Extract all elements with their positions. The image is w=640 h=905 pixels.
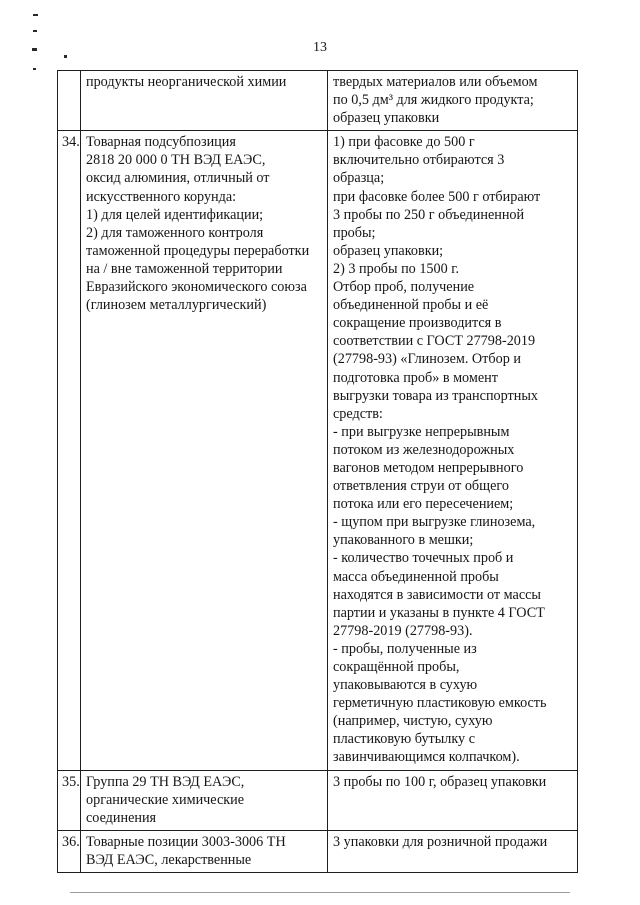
scan-artifact-mark [32,48,37,51]
goods-description-line: 2818 20 000 0 ТН ВЭД ЕАЭС, [86,152,266,169]
sampling-requirements-table [57,70,578,873]
sampling-requirement-line: (например, чистую, сухую [333,713,493,730]
sampling-requirement-line: упакованного в мешки; [333,532,474,549]
sampling-requirement-line: образца; [333,170,385,187]
sampling-requirement-line: вагонов методом непрерывного [333,459,524,476]
sampling-requirement-line: 2) 3 пробы по 1500 г. [333,260,460,277]
row-number: 36. [58,830,81,872]
sampling-requirement-line: образец упаковки; [333,242,444,259]
goods-description-line: органические химические [86,791,245,808]
sampling-requirement-cell [328,830,578,872]
sampling-requirement-line: находятся в зависимости от массы [333,586,541,603]
sampling-requirement-line: 3 пробы по 250 г объединенной [333,206,525,223]
goods-description-cell [81,830,328,872]
sampling-requirement-line: сокращённой пробы, [333,659,460,675]
goods-description-cell [81,71,328,131]
sampling-requirement-line: масса объединенной пробы [333,568,499,585]
sampling-requirement-line: объединенной пробы и её [333,297,489,314]
row-number [58,71,81,131]
table-row [58,71,578,131]
goods-description-line: таможенной процедуры переработки [86,242,310,259]
sampling-requirement-line: по 0,5 дм³ для жидкого продукта; [333,92,534,109]
goods-description-line: 2) для таможенного контроля [86,224,264,241]
sampling-requirement-line: ответвления струи от общего [333,478,509,495]
sampling-requirement-line: потоком из железнодорожных [333,441,515,458]
sampling-requirement-line: - при выгрузке непрерывным [333,423,510,440]
table-row [58,131,578,770]
sampling-requirement-line: 3 пробы по 100 г, образец упаковки [333,773,547,790]
sampling-requirement-line: потока или его пересечением; [333,496,514,513]
goods-description-line: Товарная подсубпозиция [86,134,236,151]
goods-description-line: ВЭД ЕАЭС, лекарственные [86,851,252,868]
goods-description-line: оксид алюминия, отличный от [86,170,270,187]
sampling-requirement-line: подготовка проб» в момент [333,369,498,386]
sampling-requirement-line: партии и указаны в пункте 4 ГОСТ [333,604,545,621]
sampling-requirement-line: соответствии с ГОСТ 27798-2019 [333,333,536,350]
table-row [58,830,578,872]
sampling-requirement-line: упаковываются в сухую [333,677,478,694]
row-number: 35. [58,770,81,830]
sampling-requirement-line: 27798-2019 (27798-93). [333,622,473,639]
goods-description-line: на / вне таможенной территории [86,260,283,277]
page-number: 13 [313,40,327,55]
sampling-requirement-cell [328,71,578,131]
goods-description-cell [81,131,328,770]
table-row [58,770,578,830]
sampling-requirement-line: средств: [333,405,383,422]
sampling-requirement-line: - щупом при выгрузке глинозема, [333,514,536,531]
sampling-requirement-line: 1) при фасовке до 500 г [333,134,475,151]
scan-artifact-mark [33,30,37,32]
sampling-requirement-line: твердых материалов или объемом [333,74,538,90]
sampling-requirement-line: - пробы, полученные из [333,640,477,657]
goods-description-line: 1) для целей идентификации; [86,206,264,223]
sampling-requirement-line: (27798-93) «Глинозем. Отбор и [333,351,521,368]
sampling-requirement-cell [328,770,578,830]
row-number: 34. [58,131,81,770]
sampling-requirement-line: пластиковую бутылку с [333,731,475,748]
sampling-requirement-line: пробы; [333,224,376,241]
page-bottom-edge [70,892,570,893]
scan-artifact-mark [64,55,67,58]
scan-artifact-mark [33,14,38,16]
sampling-requirement-line: выгрузки товара из транспортных [333,387,538,404]
sampling-requirement-line: Отбор проб, получение [333,279,475,296]
goods-description-line: искусственного корунда: [86,188,237,205]
goods-description-line: соединения [86,809,157,826]
sampling-requirement-cell [328,131,578,770]
sampling-requirement-line: завинчивающимся колпачком). [333,749,520,766]
goods-description-line: (глинозем металлургический) [86,297,267,314]
sampling-requirement-line: при фасовке более 500 г отбирают [333,188,541,205]
scan-artifact-mark [33,68,36,70]
goods-description-line: Евразийского экономического союза [86,279,307,296]
table-body [58,71,578,873]
sampling-requirement-line: включительно отбираются 3 [333,152,505,169]
goods-description-line: Товарные позиции 3003-3006 ТН [86,833,286,850]
goods-description-cell [81,770,328,830]
sampling-requirement-line: - количество точечных проб и [333,550,514,567]
sampling-requirement-line: 3 упаковки для розничной продажи [333,833,548,850]
sampling-requirement-line: образец упаковки [333,110,440,127]
goods-description-line: продукты неорганической химии [86,74,287,90]
sampling-requirement-line: герметичную пластиковую емкость [333,695,547,712]
sampling-requirement-line: сокращение производится в [333,315,502,332]
goods-description-line: Группа 29 ТН ВЭД ЕАЭС, [86,773,245,790]
